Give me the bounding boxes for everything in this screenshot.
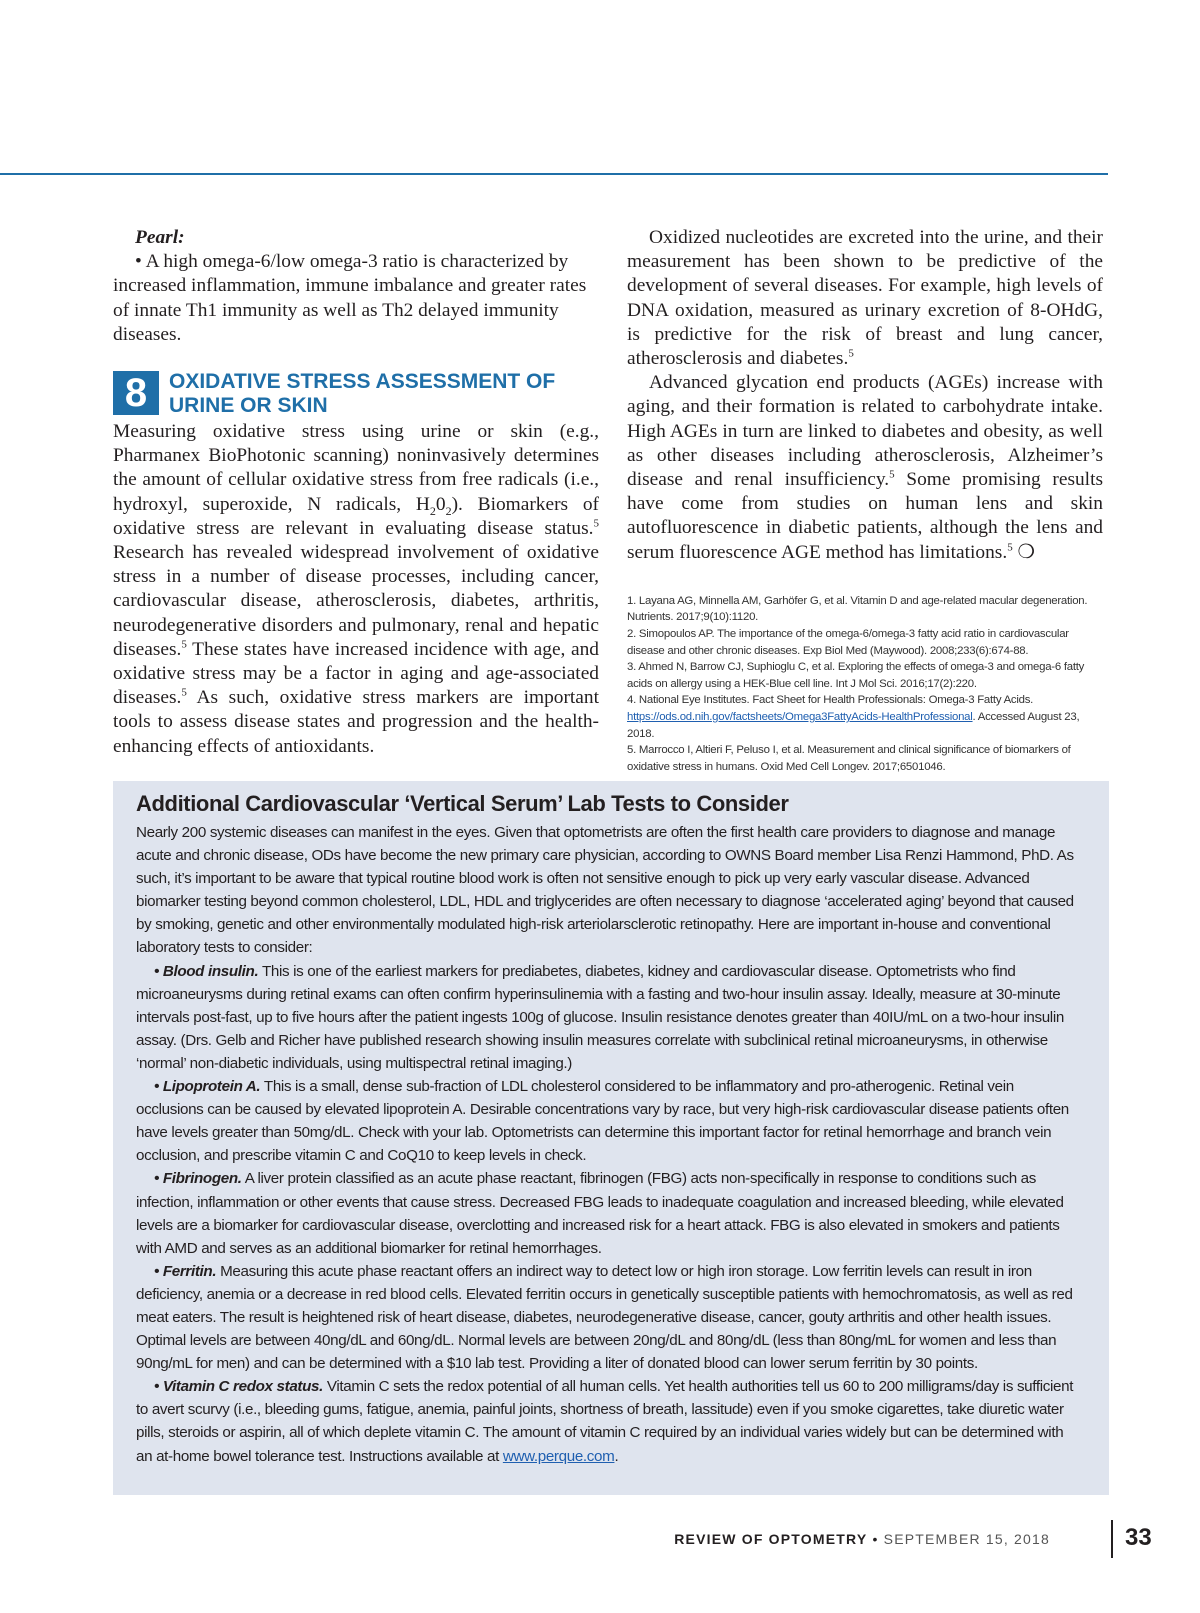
bullet-fibrinogen [136,1167,1083,1259]
oxidative-stress-paragraph [113,420,599,759]
text-run: Advanced glycation end products (AGEs) increase with aging, and their formation is related to carbohydrate intake. High AGEs in turn are linked to diabetes and obesity, as well as other diseases including atherosclerosis, Alzheimer’s disease and renal insufficiency. [627,372,1103,491]
section-title-line2: URINE OR SKIN [169,394,328,418]
section-title [169,370,555,418]
text-run: Measuring oxidative stress using urine or skin (e.g., Pharmanex BioPhotonic scanning) noninvasively determines the amount of cellular oxidative stress from free radicals (i.e., hydroxyl, superoxide, N radicals, H [113,421,599,515]
sidebar-box [113,781,1109,1495]
section-title-line1: OXIDATIVE STRESS ASSESSMENT OF [169,370,556,394]
citation-superscript: 5 [181,638,187,651]
left-column [113,226,599,759]
reference-item: 2. Simopoulos AP. The importance of the omega-6/omega-3 fatty acid ratio in cardiovascular disease and other chronic diseases. Exp Biol Med (Maywood). 2008;233(6):674-88. [627,628,1069,657]
bullet-term: • Fibrinogen. [154,1170,242,1188]
subscript: 2 [429,503,436,518]
citation-superscript: 5 [1007,541,1013,554]
reference-item [627,692,1103,742]
bullet-text: A liver protein classified as an acute phase reactant, fibrinogen (FBG) acts non-specifically in response to conditions such as infection, inflammation or other events that cause stress. Decreased FBG leads to inadequate coagulation and increased bleeding, while elevated levels are a biomarker for cardiovascular disease, overclotting and increased risk for a heart attack. FBG is also elevated in smokers and patients with AMD and serves as an additional biomarker for retinal hemorrhages. [136,1170,1064,1257]
footer-divider [1111,1520,1113,1558]
bullet-term: • Ferritin. [154,1262,217,1280]
bullet-vitamin-c [136,1375,1083,1467]
sidebar-intro: Nearly 200 systemic diseases can manifest in the eyes. Given that optometrists are often the first health care providers to diagnose and manage acute and chronic disease, ODs have become the new primary care physician, according to OWNS Board member Lisa Renzi Hammond, PhD. As such, it’s important to be aware that typical routine blood work is often not sensitive enough to pick up very early vascular disease. Advanced biomarker testing beyond common cholesterol, LDL, HDL and triglycerides are often necessary to diagnose ‘accelerated aging’ beyond that caused by smoking, genetic and other environmentally modulated high-risk arteriolarsclerotic retinopathy. Here are important in-house and conventional laboratory tests to consider: [136,824,1074,957]
bullet-term: • Vitamin C redox status. [154,1378,324,1396]
citation-superscript: 5 [181,686,187,699]
publication-name: REVIEW OF OPTOMETRY [674,1531,868,1547]
reference-item: 1. Layana AG, Minnella AM, Garhöfer G, et al. Vitamin D and age-related macular degeneration. Nutrients. 2017;9(10):1120. [627,594,1088,624]
bullet-text: This is a small, dense sub-fraction of LDL cholesterol considered to be inflammatory and pro-atherogenic. Retinal vein occlusions can be caused by elevated lipoprotein A. Desirable concentrations vary by race, but very high-risk cardiovascular disease patients often have levels greater than 50mg/dL. Check with your lab. Optometrists can determine this important factor for retinal hemorrhage and branch vein occlusion, and prescribe vitamin C and CoQ10 to keep levels in check. [136,1078,1069,1165]
oxidized-nucleotides-paragraph [627,226,1103,371]
text-run: These states have increased incidence with age, and oxidative stress may be a factor in aging and age-associated diseases. [113,638,599,709]
bullet-lipoprotein-a [136,1075,1083,1167]
citation-superscript: 5 [889,468,895,481]
text-run: ). Biomarkers of oxidative stress are relevant in evaluating disease status. [113,493,599,539]
bullet-term: • Blood insulin. [154,962,259,980]
right-column [627,226,1103,775]
text-run: Some promising results have come from studies on human lens and skin autofluorescence in diabetic patients, although the lens and serum fluorescence AGE method has limitations. [627,469,1104,563]
page-number: 33 [1125,1524,1152,1551]
text-run: . [614,1447,619,1465]
pearl-text: • A high omega-6/low omega-3 ratio is characterized by increased inflammation, immune imbalance and greater rates of innate Th1 immunity as well as Th2 delayed immunity diseases. [113,251,587,345]
subscript: 2 [445,503,452,518]
references-list [627,593,1103,776]
page-footer [0,1520,1200,1560]
section-number-badge: 8 [113,371,159,415]
publication-date: SEPTEMBER 15, 2018 [883,1531,1050,1547]
ages-paragraph [627,371,1103,565]
text-run: Research has revealed widespread involvement of oxidative stress in a number of disease processes, including cancer, cardiovascular disease, atherosclerosis, diabetes, arthritis, neurodegenerative disorders and pulmonary, renal and hepatic diseases. [113,542,599,660]
sidebar-title: Additional Cardiovascular ‘Vertical Serum’ Lab Tests to Consider [136,791,789,816]
top-rule [0,173,1108,175]
text-run: 4. National Eye Institutes. Fact Sheet for Health Professionals: Omega-3 Fatty Acids. [627,694,1034,707]
bullet-term: • Lipoprotein A. [154,1078,261,1096]
citation-superscript: 5 [593,517,599,530]
text-run: Oxidized nucleotides are excreted into the urine, and their measurement has been shown to be predictive of the development of several diseases. For example, high levels of DNA oxidation, measured as urinary excretion of 8-OHdG, is predictive for the risk of breast and lung cancer, atherosclerosis and diabetes. [627,227,1103,370]
bullet-blood-insulin [136,960,1083,1075]
citation-superscript: 5 [848,347,854,360]
bullet-text: Measuring this acute phase reactant offers an indirect way to detect low or high iron storage. Low ferritin levels can result in iron deficiency, anemia or a decrease in red blood cells. Elevated ferritin occurs in genetically susceptible patients with hemochromatosis, as well as red meat eaters. The result is heightened risk of heart disease, diabetes, neurodegenerative disease, cancer, gouty arthritis and other health issues. Optimal levels are between 40ng/dL and 60ng/dL. Normal levels are between 20ng/dL and 80ng/dL (less than 80ng/mL for women and less than 90ng/mL for men) and can be determined with a $10 lab test. Providing a liter of donated blood can lower serum ferritin by 30 points. [136,1262,1073,1373]
text-run: . Accessed August 23, 2018. [627,711,1080,740]
section-heading [113,371,599,418]
pearl-title: Pearl: [135,227,185,248]
publication-line [674,1531,1050,1547]
text-run: 0 [435,493,446,515]
perque-link[interactable]: www.perque.com [502,1447,615,1465]
end-mark: ❍ [1012,541,1035,563]
bullet-ferritin [136,1260,1083,1375]
bullet-text: Vitamin C sets the redox potential of all human cells. Yet health authorities tell us 60 to 200 milligrams/day is sufficient to avert scurvy (i.e., bleeding gums, fatigue, anemia, painful joints, shortness of breath, lassitude) even if you smoke cigarettes, take diuretic water pills, steroids or aspirin, all of which deplete vitamin C. The amount of vitamin C required by an individual varies widely but can be determined with an at-home bowel tolerance test. Instructions available at [136,1378,1074,1465]
reference-link[interactable]: https://ods.od.nih.gov/factsheets/Omega3FattyAcids-HealthProfessional [627,711,973,723]
reference-item: 5. Marrocco I, Altieri F, Peluso I, et al. Measurement and clinical significance of biomarkers of oxidative stress in humans. Oxid Med Cell Longev. 2017;6501046. [627,744,1071,773]
text-run: As such, oxidative stress markers are important tools to assess disease states and progression and the health-enhancing effects of antioxidants. [113,687,599,757]
reference-item: 3. Ahmed N, Barrow CJ, Suphioglu C, et al. Exploring the effects of omega-3 and omega-6 fatty acids on allergy using a HEK-Blue cell line. Int J Mol Sci. 2016;17(2):220. [627,661,1085,690]
separator: • [867,1531,884,1547]
bullet-text: This is one of the earliest markers for prediabetes, diabetes, kidney and cardiovascular disease. Optometrists who find microaneurysms during retinal exams can often confirm hyperinsulinemia with a fasting and two-hour insulin assay. Ideally, measure at 30-minute intervals post-fast, up to five hours after the patient ingests 100g of glucose. Insulin resistance denotes greater than 40IU/mL on a two-hour insulin assay. (Drs. Gelb and Richer have published research showing insulin measures correlate with subclinical retinal microaneurysms, in otherwise ‘normal’ non-diabetic individuals, using multispectral retinal imaging.) [136,962,1064,1072]
